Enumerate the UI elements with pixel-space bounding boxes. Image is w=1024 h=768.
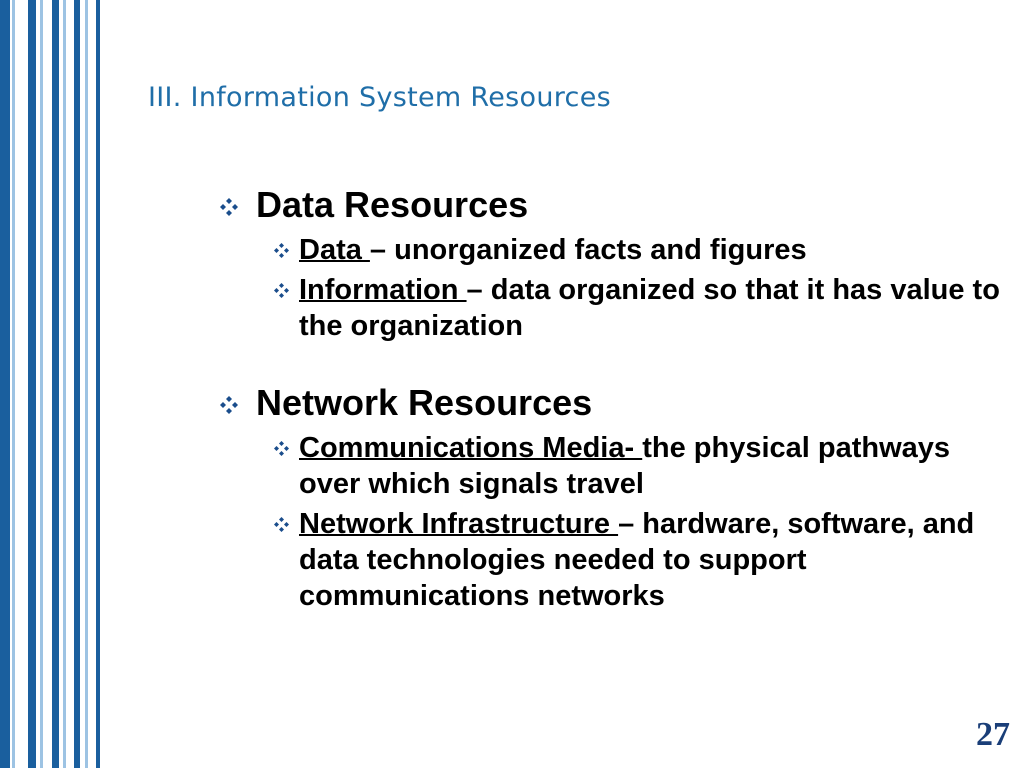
definition-data: – unorganized facts and figures [369, 234, 807, 266]
list-item [214, 272, 1004, 344]
four-diamond-bullet-icon [274, 243, 289, 258]
section-heading-text: Data Resources [256, 184, 529, 225]
definition-information: – data organized so that it has value to the organization [299, 274, 1000, 342]
section-heading-network-resources [214, 380, 1004, 426]
four-diamond-bullet-icon [274, 283, 289, 298]
section-heading-text: Network Resources [256, 382, 593, 423]
section-heading-data-resources [214, 182, 1004, 228]
term-network-infrastructure: Network Infrastructure [299, 508, 619, 540]
slide-body [214, 182, 1004, 614]
term-information: Information [299, 274, 467, 306]
four-diamond-bullet-icon [274, 441, 289, 456]
definition-network-infrastructure: – hardware, software, and data technologies needed to support communications networks [299, 508, 975, 612]
list-item [214, 430, 1004, 502]
term-communications-media: Communications Media- [299, 432, 643, 464]
list-item [214, 232, 1004, 268]
four-diamond-bullet-icon [220, 396, 238, 414]
term-data: Data [299, 234, 370, 266]
definition-communications-media: the physical pathways over which signals travel [299, 432, 951, 500]
four-diamond-bullet-icon [274, 517, 289, 532]
list-item [214, 506, 1004, 614]
slide-title: III. Information System Resources [148, 82, 611, 113]
page-number: 27 [976, 716, 1010, 753]
four-diamond-bullet-icon [220, 198, 238, 216]
